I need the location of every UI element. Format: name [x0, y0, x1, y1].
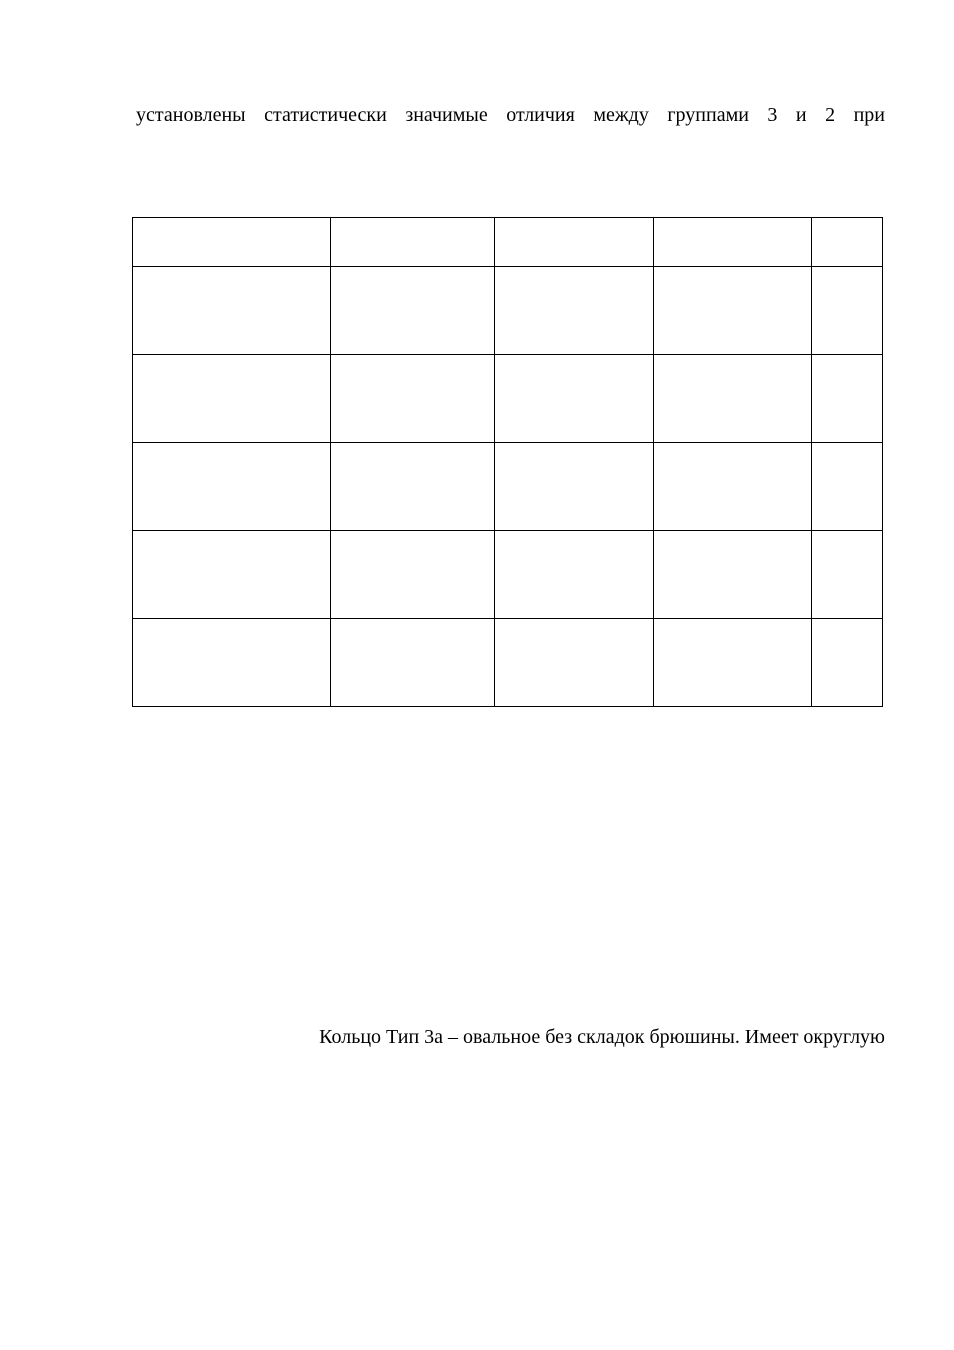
table-cell — [331, 267, 495, 355]
table-header-row — [133, 218, 883, 267]
table-cell — [812, 531, 883, 619]
table-row — [133, 355, 883, 443]
table-cell — [812, 267, 883, 355]
table-cell — [495, 619, 654, 707]
table-cell — [495, 218, 654, 267]
table-cell — [133, 443, 331, 531]
table-cell — [133, 218, 331, 267]
table-cell — [331, 443, 495, 531]
table-row — [133, 443, 883, 531]
table-cell — [331, 531, 495, 619]
table-cell — [331, 619, 495, 707]
table-cell — [654, 218, 812, 267]
table-cell — [495, 531, 654, 619]
paragraph-bottom: Кольцо Тип 3а – овальное без складок брюшины. Имеет округлую — [319, 1026, 885, 1048]
table-cell — [495, 443, 654, 531]
table-row — [133, 267, 883, 355]
table-cell — [331, 355, 495, 443]
table-cell — [654, 619, 812, 707]
table-cell — [812, 443, 883, 531]
table-row — [133, 619, 883, 707]
table-cell — [812, 218, 883, 267]
table-cell — [133, 355, 331, 443]
table-cell — [812, 619, 883, 707]
table-cell — [654, 531, 812, 619]
table-cell — [495, 355, 654, 443]
table-cell — [812, 355, 883, 443]
table-cell — [331, 218, 495, 267]
table-cell — [133, 267, 331, 355]
paragraph-top: установлены статистически значимые отличия между группами 3 и 2 при — [136, 104, 885, 126]
table-cell — [495, 267, 654, 355]
table-cell — [654, 355, 812, 443]
table-row — [133, 531, 883, 619]
table-cell — [133, 531, 331, 619]
table-cell — [654, 443, 812, 531]
data-table — [132, 217, 883, 707]
table-cell — [654, 267, 812, 355]
table-cell — [133, 619, 331, 707]
